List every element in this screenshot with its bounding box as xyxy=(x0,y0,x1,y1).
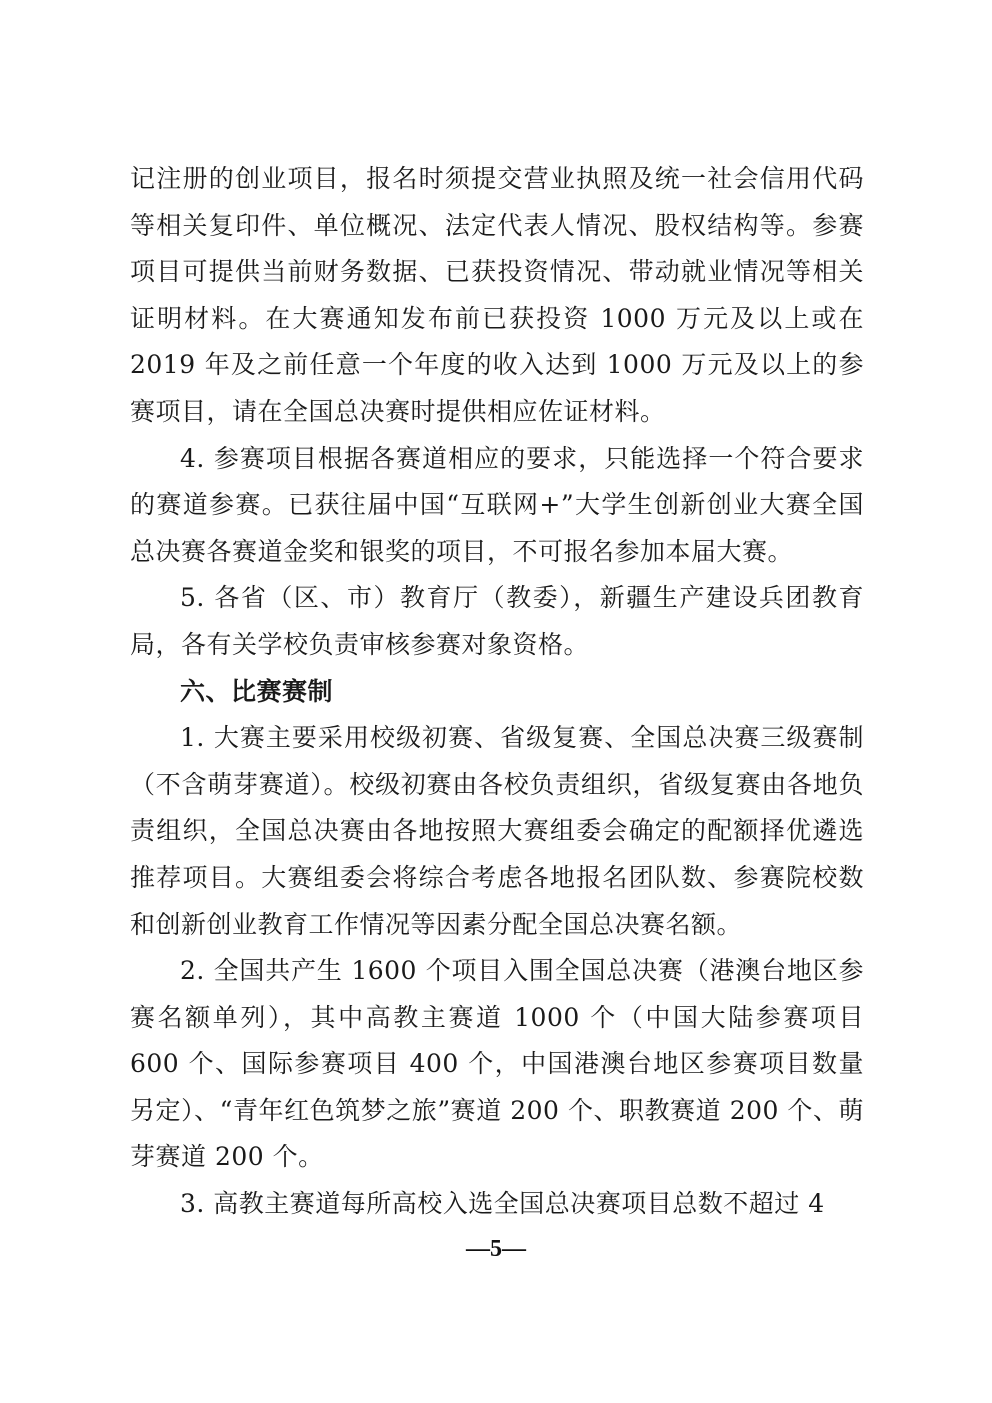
section-heading: 六、比赛赛制 xyxy=(180,676,334,706)
page-number: —5— xyxy=(466,1236,526,1262)
paragraph-item-5: 5. 各省（区、市）教育厅（教委），新疆生产建设兵团教育局，各有关学校负责审核参赛对象资格。 xyxy=(130,583,864,659)
paragraph-continuation: 记注册的创业项目，报名时须提交营业执照及统一社会信用代码等相关复印件、单位概况、法定代表人情况、股权结构等。参赛项目可提供当前财务数据、已获投资情况、带动就业情况等相关证明材料。在大赛通知发布前已获投资 1000 万元及以上或在 2019 年及之前任意一个年度的收入达到 1000 万元及以上的参赛项目，请在全国总决赛时提供相应佐证材料。 xyxy=(130,164,864,426)
paragraph-item-4: 4. 参赛项目根据各赛道相应的要求，只能选择一个符合要求的赛道参赛。已获往届中国“互联网+”大学生创新创业大赛全国总决赛各赛道金奖和银奖的项目，不可报名参加本届大赛。 xyxy=(130,443,864,566)
paragraph-rule-3: 3. 高教主赛道每所高校入选全国总决赛项目总数不超过 4 xyxy=(180,1189,825,1219)
paragraph-rule-1: 1. 大赛主要采用校级初赛、省级复赛、全国总决赛三级赛制（不含萌芽赛道）。校级初赛由各校负责组织，省级复赛由各地负责组织，全国总决赛由各地按照大赛组委会确定的配额择优遴选推荐项目。大赛组委会将综合考虑各地报名团队数、参赛院校数和创新创业教育工作情况等因素分配全国总决赛名额。 xyxy=(130,723,864,939)
document-body xyxy=(130,156,864,1228)
paragraph-rule-2: 2. 全国共产生 1600 个项目入围全国总决赛（港澳台地区参赛名额单列），其中高教主赛道 1000 个（中国大陆参赛项目 600 个、国际参赛项目 400 个，中国港澳台地区参赛项目数量另定）、“青年红色筑梦之旅”赛道 200 个、职教赛道 200 个、萌芽赛道 200 个。 xyxy=(130,956,864,1172)
